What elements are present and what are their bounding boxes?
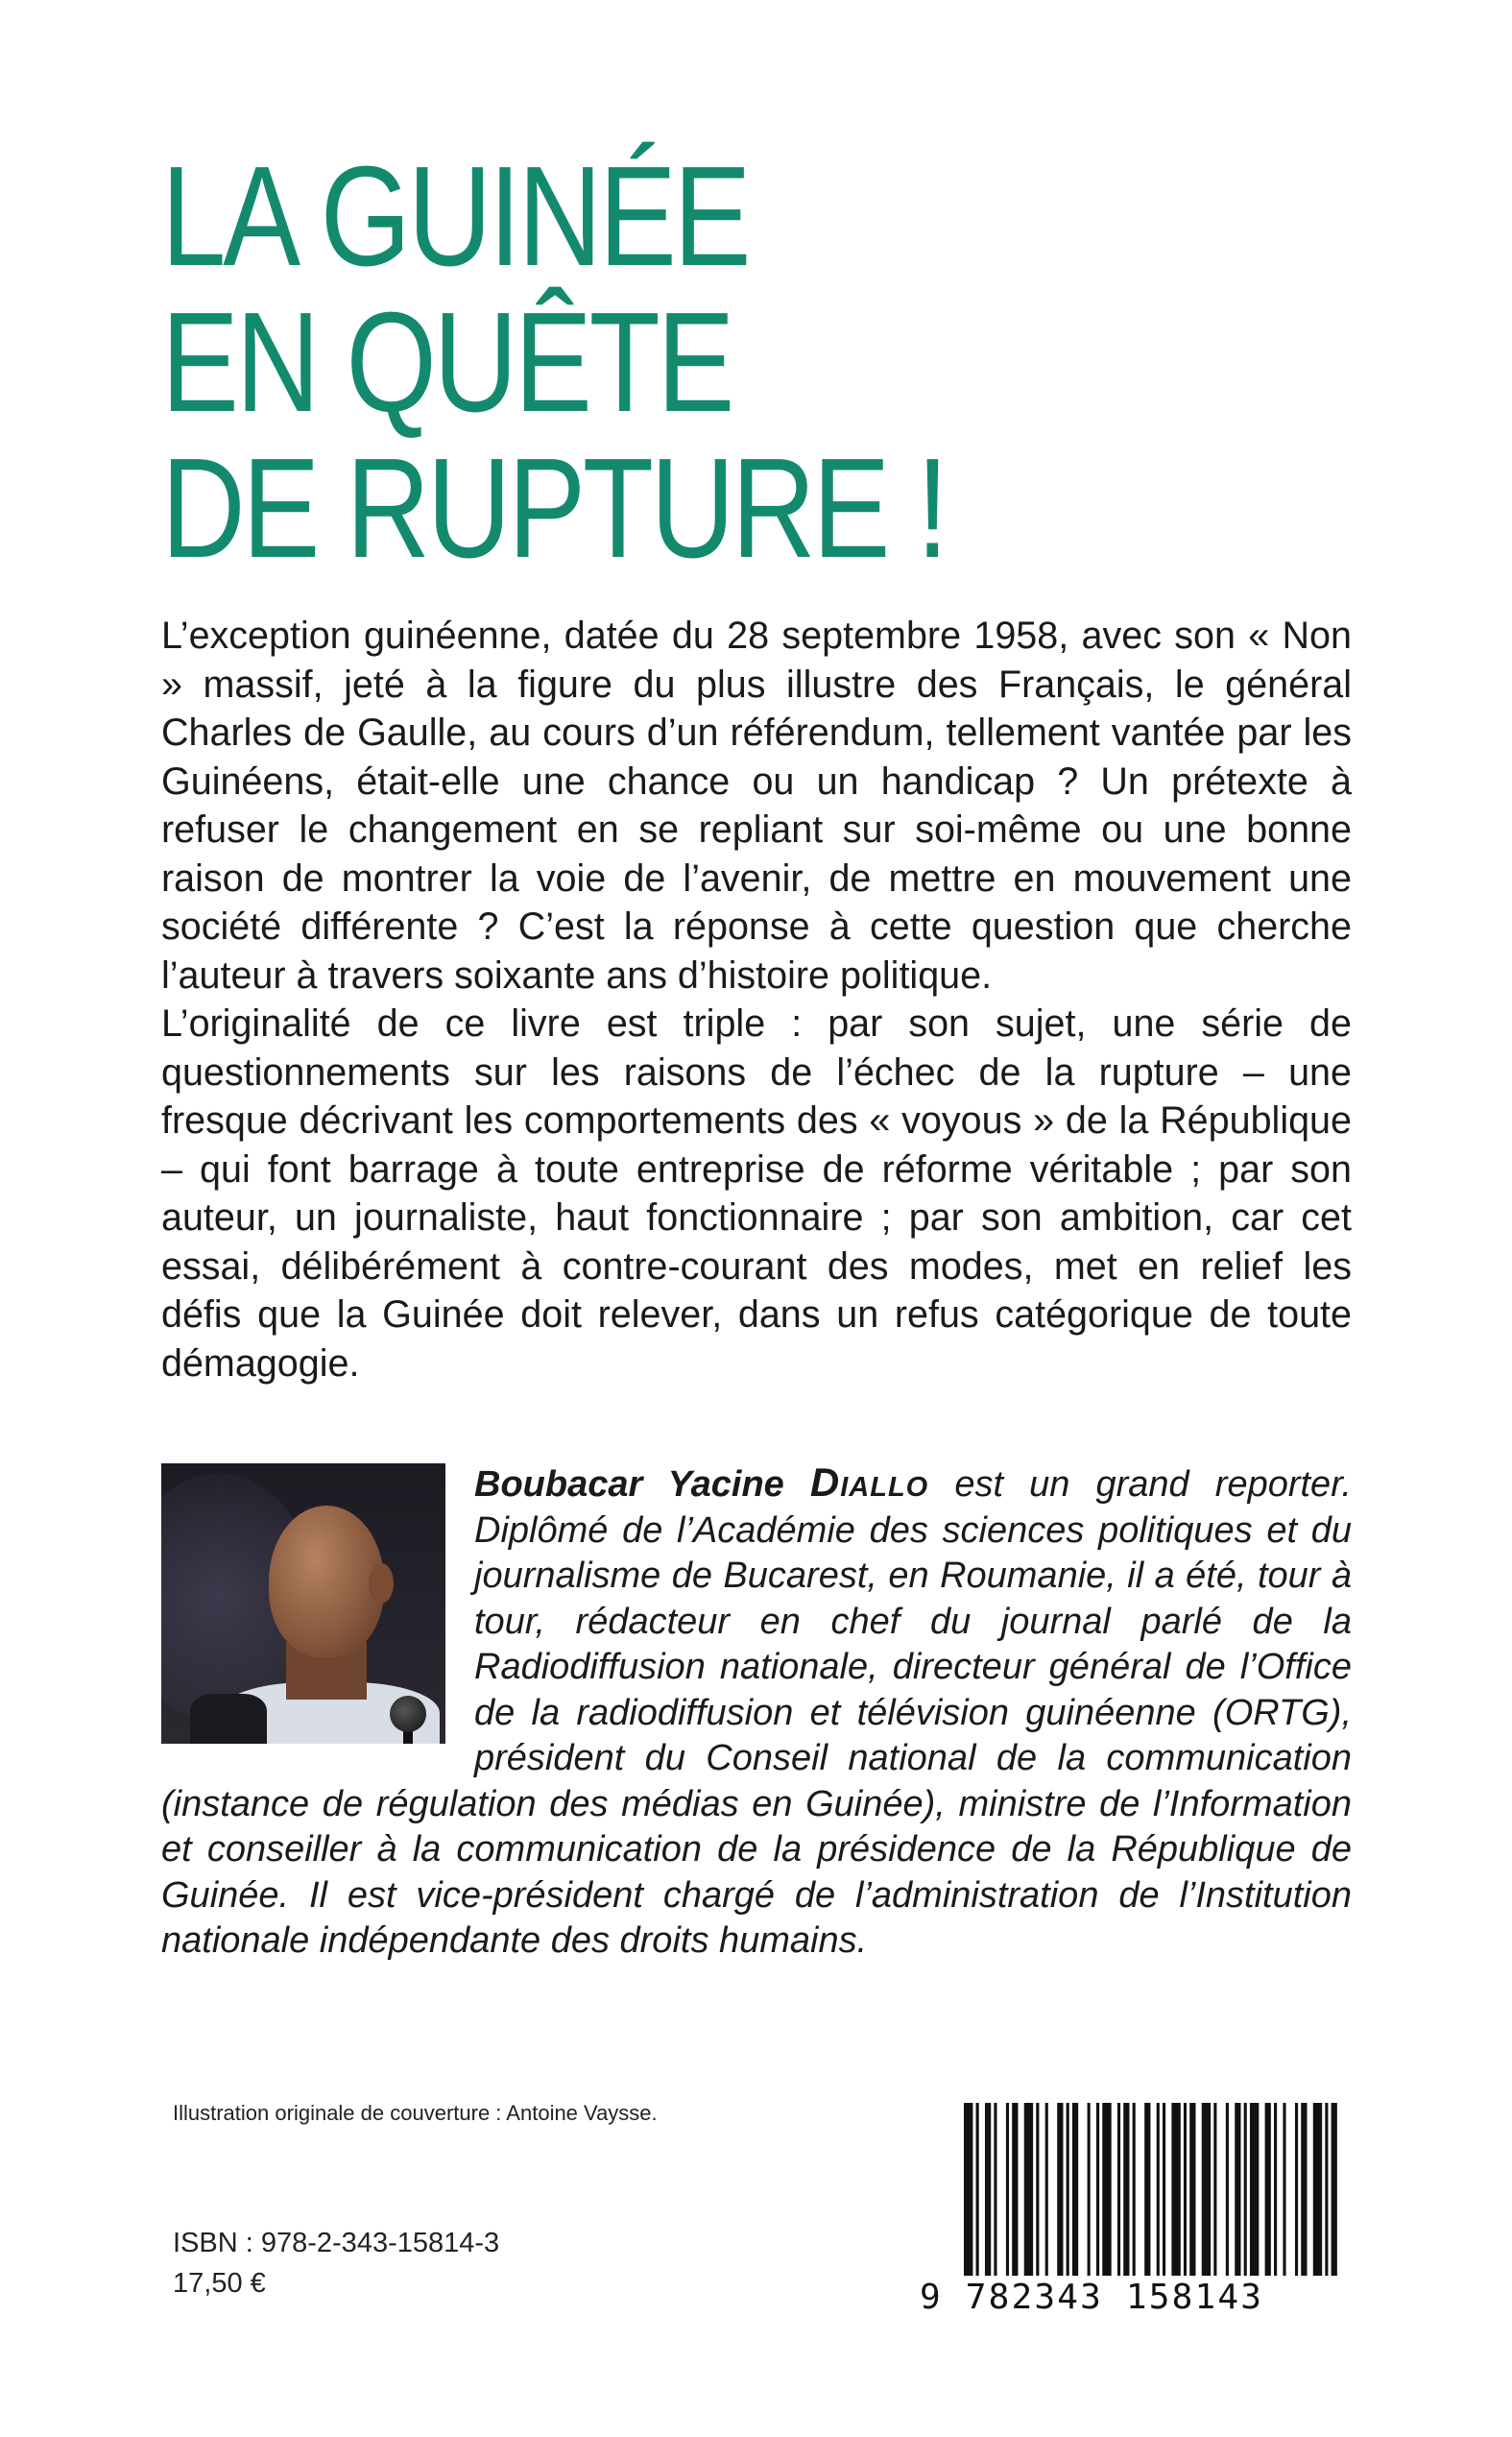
barcode-bar bbox=[1117, 2103, 1120, 2276]
price: 17,50 € bbox=[173, 2268, 266, 2299]
barcode-bar bbox=[1325, 2103, 1328, 2276]
author-bio bbox=[161, 1460, 1352, 1965]
barcode-digits: 9 782343 158143 bbox=[920, 2278, 1264, 2317]
title-line-1: LA GUINÉE bbox=[161, 137, 749, 296]
barcode-bar bbox=[1301, 2103, 1307, 2276]
barcode-bar bbox=[1006, 2103, 1009, 2276]
barcode-bar bbox=[1144, 2103, 1150, 2276]
barcode-bar bbox=[985, 2103, 991, 2276]
title-line-2: EN QUÊTE bbox=[161, 283, 732, 442]
barcode-bar bbox=[994, 2103, 996, 2276]
book-summary bbox=[161, 612, 1352, 1387]
book-title bbox=[161, 137, 1145, 588]
barcode-bar bbox=[1072, 2103, 1078, 2276]
barcode-bar bbox=[1157, 2103, 1160, 2276]
barcode-bar bbox=[1295, 2103, 1298, 2276]
barcode-bar bbox=[1265, 2103, 1271, 2276]
barcode-bar bbox=[1184, 2103, 1187, 2276]
barcode-bar bbox=[976, 2103, 979, 2276]
barcode-bar bbox=[1012, 2103, 1018, 2276]
barcode bbox=[960, 2103, 1344, 2276]
barcode-bar bbox=[1250, 2103, 1259, 2276]
barcode-bar bbox=[1123, 2103, 1129, 2276]
barcode-bar bbox=[1202, 2103, 1211, 2276]
barcode-bar bbox=[1045, 2103, 1048, 2276]
barcode-bar bbox=[1332, 2103, 1337, 2276]
barcode-bar bbox=[1096, 2103, 1099, 2276]
isbn: ISBN : 978-2-343-15814-3 bbox=[173, 2228, 500, 2258]
title-line-3: DE RUPTURE ! bbox=[161, 429, 946, 588]
barcode-bar bbox=[1036, 2103, 1039, 2276]
barcode-bar bbox=[1163, 2103, 1165, 2276]
barcode-bar bbox=[1283, 2103, 1285, 2276]
barcode-bar bbox=[964, 2103, 972, 2276]
barcode-bar bbox=[1171, 2103, 1180, 2276]
barcode-bar bbox=[1067, 2103, 1069, 2276]
barcode-bar bbox=[1189, 2103, 1195, 2276]
barcode-bar bbox=[1102, 2103, 1111, 2276]
barcode-bar bbox=[1226, 2103, 1229, 2276]
author-first-names: Boubacar Yacine bbox=[474, 1464, 784, 1505]
barcode-bar bbox=[1057, 2103, 1063, 2276]
summary-paragraph-2: L’originalité de ce livre est triple : par son sujet, une série de questionnements sur les raisons de l’échec de la rupture – une fresque décrivant les comportements des « voyous » de la République – qui font barrage à toute entreprise de réforme véritable ; par son auteur, un journaliste, haut fonctionnaire ; par son ambition, car cet essai, délibérément à contre-courant des modes, met en relief les défis que la Guinée doit relever, dans un refus catégorique de toute démagogie. bbox=[161, 1002, 1352, 1385]
barcode-bar bbox=[1244, 2103, 1247, 2276]
barcode-bar bbox=[1088, 2103, 1091, 2276]
barcode-bar bbox=[1274, 2103, 1277, 2276]
barcode-bar bbox=[1024, 2103, 1033, 2276]
author-surname: Diallo bbox=[809, 1460, 929, 1505]
author-bio-body: est un grand reporter. Diplômé de l’Académie des sciences politiques et du journalisme de Bucarest, en Roumanie, il a été, tour à tour, rédacteur en chef du journal parlé de la Radiodiffusion nationale, directeur général de l’Office de la radiodiffusion et télévision guinéenne (ORTG), président du Conseil national de la communication (instance de régulation des médias en Guinée), ministre de l’Information et conseiller à la communication de la présidence de la République de Guinée. Il est vice-président chargé de l’administration de l’Institution nationale indépendante des droits humains. bbox=[161, 1464, 1352, 1961]
barcode-bar bbox=[1133, 2103, 1136, 2276]
barcode-bar bbox=[1235, 2103, 1240, 2276]
summary-paragraph-1: L’exception guinéenne, datée du 28 septembre 1958, avec son « Non » massif, jeté à la figure du plus illustre des Français, le général Charles de Gaulle, au cours d’un référendum, tellement vantée par les Guinéens, était-elle une chance ou un handicap ? Un prétexte à refuser le changement en se repliant sur soi-même ou une bonne raison de montrer la voie de l’avenir, de mettre en mouvement une société différente ? C’est la réponse à cette question que cherche l’auteur à travers soixante ans d’histoire politique. bbox=[161, 615, 1352, 997]
illustration-credit: Illustration originale de couverture : Antoine Vaysse. bbox=[173, 2101, 658, 2125]
author-photo bbox=[161, 1463, 445, 1744]
barcode-bar bbox=[1313, 2103, 1322, 2276]
barcode-bar bbox=[1213, 2103, 1216, 2276]
